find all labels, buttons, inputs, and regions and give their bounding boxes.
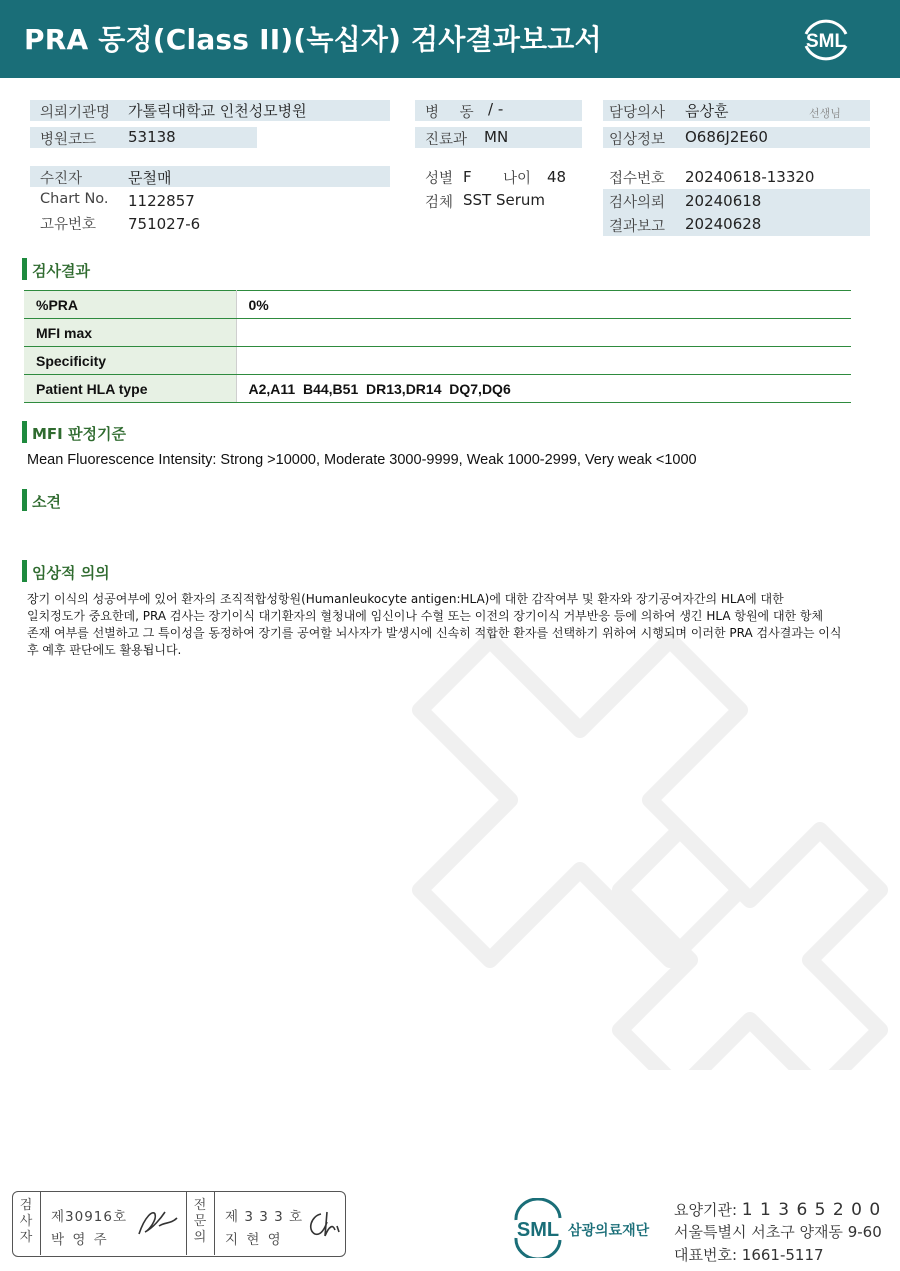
section-bar — [22, 489, 27, 511]
tester-name: 박 영 주 — [51, 1232, 109, 1248]
tester-license: 제30916호 — [51, 1209, 128, 1225]
specimen-value: SST Serum — [463, 191, 546, 209]
result-key: MFI max — [24, 319, 236, 347]
footer-colon: : — [731, 1201, 742, 1219]
hospital-code-label: 병원코드 — [40, 132, 97, 148]
svg-text:SML: SML — [516, 1219, 560, 1241]
footer-code-label: 요양기관 — [674, 1201, 732, 1219]
hospital-code-value: 53138 — [128, 128, 176, 146]
tester-label: 검 사 자 — [19, 1198, 33, 1245]
clinical-significance-text — [27, 591, 857, 659]
report-date-label: 결과보고 — [609, 219, 666, 235]
mfi-criteria-text: Mean Fluorescence Intensity: Strong >10000, Moderate 3000-9999, Weak 1000-2999, Very weak <1000 — [27, 452, 697, 468]
result-key: Specificity — [24, 347, 236, 375]
svg-text:삼광의료재단: 삼광의료재단 — [568, 1223, 650, 1239]
ward-value: / - — [488, 100, 504, 118]
id-value: 751027-6 — [128, 215, 201, 233]
dept-label: 진료과 — [425, 132, 468, 148]
section-clinical-title: 임상적 의의 — [32, 564, 110, 582]
clinical-info-label: 임상정보 — [609, 132, 666, 148]
specimen-label: 검체 — [425, 195, 454, 211]
sml-logo-icon — [796, 12, 856, 66]
section-bar — [22, 258, 27, 280]
request-label: 검사의뢰 — [609, 195, 666, 211]
result-key: Patient HLA type — [24, 375, 236, 403]
report-title: PRA 동정(Class II)(녹십자) 검사결과보고서 — [24, 23, 602, 56]
tester-cell — [41, 1192, 187, 1255]
receipt-label: 접수번호 — [609, 171, 666, 187]
request-value: 20240618 — [685, 192, 762, 210]
clinical-line: 일치정도가 중요한데, PRA 검사는 장기이식 대기환자의 혈청내에 임신이나 수혈 또는 이전의 장기이식 거부반응 등에 의하여 생긴 HLA 항원에 대한 항체 — [27, 609, 824, 623]
expert-cell — [215, 1192, 345, 1255]
doctor-value: 음상훈 — [685, 102, 729, 120]
svg-text:SML: SML — [805, 31, 847, 52]
tester-signature-icon — [135, 1206, 181, 1240]
clinical-info-value: O686J2E60 — [685, 128, 768, 146]
clinical-line: 존재 여부를 선별하고 그 특이성을 동정하여 장기를 공여할 뇌사자가 발생시에 신속히 적합한 환자를 선택하기 위하여 시행되며 이러한 PRA 검사결과는 이식 — [27, 626, 842, 640]
table-row — [24, 347, 851, 375]
table-row — [24, 319, 851, 347]
result-value: A2,A11 B44,B51 DR13,DR14 DQ7,DQ6 — [236, 375, 851, 403]
footer-colon: : — [731, 1246, 742, 1264]
chart-label: Chart No. — [40, 191, 109, 207]
section-mfi-title: MFI 판정기준 — [32, 425, 126, 443]
age-label: 나이 — [503, 171, 532, 187]
expert-license: 제 3 3 3 호 — [225, 1209, 304, 1225]
result-value: 0% — [236, 291, 851, 319]
result-value — [236, 319, 851, 347]
id-label: 고유번호 — [40, 217, 97, 233]
expert-signature-icon — [305, 1208, 343, 1240]
footer-phone — [674, 1244, 824, 1265]
patient-label: 수진자 — [40, 171, 83, 187]
expert-name: 지 현 영 — [225, 1232, 283, 1248]
result-key: %PRA — [24, 291, 236, 319]
chart-value: 1122857 — [128, 192, 195, 210]
sml-footer-logo-icon — [510, 1198, 670, 1258]
results-table — [24, 290, 851, 403]
hospital-label: 의뢰기관명 — [40, 105, 111, 121]
section-opinion-title: 소견 — [32, 493, 61, 511]
watermark-cross-icon — [360, 590, 900, 1070]
section-bar — [22, 421, 27, 443]
doctor-suffix: 선생님 — [809, 107, 841, 120]
hospital-value: 가톨릭대학교 인천성모병원 — [128, 102, 307, 120]
table-row — [24, 375, 851, 403]
age-value: 48 — [547, 168, 567, 186]
report-date-value: 20240628 — [685, 215, 762, 233]
footer-phone-value: 1661-5117 — [741, 1246, 824, 1264]
footer-address: 서울특별시 서초구 양재동 9-60 — [674, 1223, 882, 1241]
table-row — [24, 291, 851, 319]
ward-label: 병 동 — [425, 105, 482, 121]
tester-label-cell — [13, 1192, 41, 1255]
dept-value: MN — [484, 128, 509, 146]
doctor-label: 담당의사 — [609, 105, 666, 121]
report-header — [0, 0, 900, 78]
section-bar — [22, 560, 27, 582]
footer-phone-label: 대표번호 — [674, 1246, 732, 1264]
result-value — [236, 347, 851, 375]
section-results-title: 검사결과 — [32, 262, 90, 280]
patient-value: 문철매 — [128, 169, 172, 187]
footer-code-value: 1 1 3 6 5 2 0 0 — [741, 1200, 882, 1220]
sex-label: 성별 — [425, 171, 454, 187]
expert-label: 전 문 의 — [193, 1198, 207, 1245]
clinical-line: 장기 이식의 성공여부에 있어 환자의 조직적합성항원(Humanleukocyte antigen:HLA)에 대한 감작여부 및 환자와 장기공여자간의 HLA에 대한 — [27, 592, 784, 606]
sex-value: F — [463, 168, 472, 186]
clinical-line: 후 예후 판단에도 활용됩니다. — [27, 643, 182, 657]
signature-box — [12, 1191, 346, 1257]
info-bar-patient — [30, 166, 390, 187]
footer-code — [674, 1199, 881, 1220]
expert-label-cell — [187, 1192, 215, 1255]
receipt-value: 20240618-13320 — [685, 168, 815, 186]
